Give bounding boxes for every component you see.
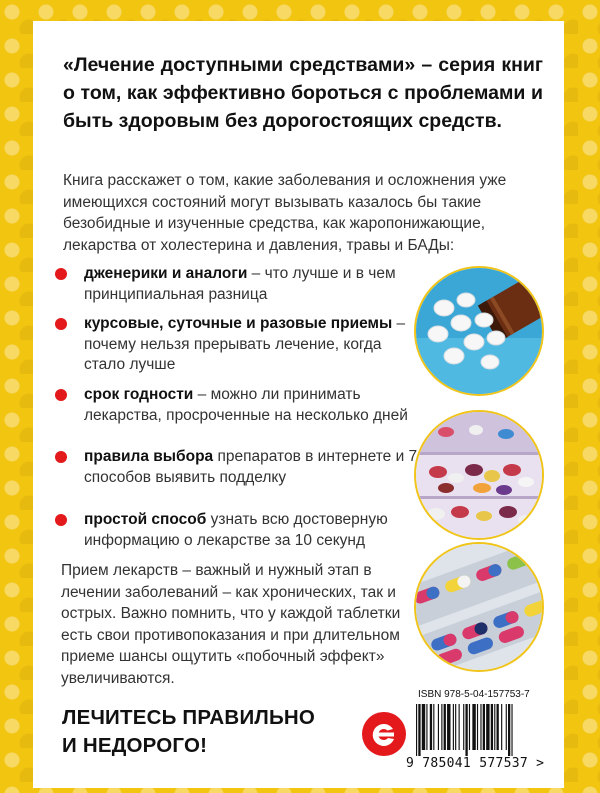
barcode-bar: [483, 704, 485, 750]
barcode-bar: [465, 704, 467, 756]
barcode-bar: [455, 704, 456, 750]
barcode-bar: [506, 704, 507, 750]
ean-first-digit: 9: [406, 756, 415, 771]
barcode-bar: [459, 704, 460, 750]
barcode-bar: [508, 704, 510, 756]
barcode-bar: [430, 704, 432, 750]
barcode-bar: [494, 704, 495, 750]
ean-arrow: >: [536, 756, 545, 771]
white-pills-and-bottle-photo: [414, 266, 544, 396]
isbn-number: ISBN 978-5-04-157753-7: [418, 689, 530, 700]
topic-bold: срок годности: [84, 386, 194, 403]
barcode-bar: [511, 704, 512, 756]
topic-text: узнать всю достоверную информацию о лекарстве за 10 секунд: [84, 511, 388, 549]
bullet-dot-icon: [55, 451, 67, 463]
barcode-bar: [438, 704, 439, 750]
bullet-dot-icon: [55, 318, 67, 330]
capsule-blister-packs-photo: [414, 542, 544, 672]
topic-bold: курсовые, суточные и разовые приемы: [84, 315, 393, 332]
publisher-logo-icon: [361, 711, 407, 757]
barcode-bar: [453, 704, 454, 750]
barcode-bar: [469, 704, 470, 750]
topic-text: – что лучше и в чем принципиальная разница: [84, 265, 396, 303]
barcode-bar: [463, 704, 464, 750]
list-item: [55, 510, 425, 551]
topic-text: – можно ли принимать лекарства, просроченные на несколько дней: [84, 386, 408, 424]
barcode-bar: [416, 704, 417, 756]
bullet-dot-icon: [55, 268, 67, 280]
list-item: [55, 447, 425, 488]
list-item: [55, 314, 425, 376]
bullet-dot-icon: [55, 389, 67, 401]
barcode-bar: [422, 704, 425, 750]
topic-bold: простой способ: [84, 511, 207, 528]
barcode-bar: [418, 704, 420, 756]
barcode-bar: [472, 704, 475, 750]
topic-text: – почему нельзя прерывать лечение, когда стало лучше: [84, 315, 406, 373]
barcode-icon: [414, 704, 554, 756]
list-item: [55, 264, 425, 305]
topic-bold: дженерики и аналоги: [84, 265, 248, 282]
topic-text: препаратов в интернете и 7 способов выявить подделку: [84, 448, 418, 486]
slogan: [62, 704, 315, 760]
slogan-line-2: И НЕДОРОГО!: [62, 734, 208, 757]
barcode-bar: [480, 704, 481, 750]
barcode-bar: [426, 704, 427, 750]
barcode-bar: [444, 704, 446, 750]
back-cover-panel: [33, 21, 564, 788]
series-description: «Лечение доступными средствами» – серия книг о том, как эффективно бороться с проблемами и быть здоровым без дорогостоящих средств.: [63, 54, 543, 132]
book-description: Книга расскажет о том, какие заболевания и осложнения уже имеющихся состояний могут вызывать казалось бы такие безобидные и изученные средства, как жаропонижающие, лекарства от холестерина и давления, травы и БАДы:: [63, 172, 507, 254]
slogan-line-1: ЛЕЧИТЕСЬ ПРАВИЛЬНО: [62, 706, 316, 729]
pill-organizer-photo: [414, 410, 544, 540]
topic-bold: правила выбора: [84, 448, 214, 465]
barcode-bar: [486, 704, 489, 750]
barcode-bar: [477, 704, 478, 750]
closing-paragraph: Прием лекарств – важный и нужный этап в лечении заболеваний – как хронических, так и острых. Важно помнить, что у каждой таблетки есть свои противопоказания и при длительном приеме шансы ощутить «побочный эффект» увеличиваются.: [61, 562, 401, 687]
barcode-bar: [441, 704, 442, 750]
barcode-bar: [501, 704, 502, 750]
bullet-dot-icon: [55, 514, 67, 526]
ean-digits: [406, 756, 544, 771]
barcode-bar: [497, 704, 499, 750]
barcode-bar: [447, 704, 450, 750]
ean-group-2: 577537: [479, 756, 528, 771]
ean-group-1: 785041: [422, 756, 472, 771]
list-item: [55, 385, 425, 426]
barcode-bar: [491, 704, 493, 750]
barcode-bar: [433, 704, 434, 750]
